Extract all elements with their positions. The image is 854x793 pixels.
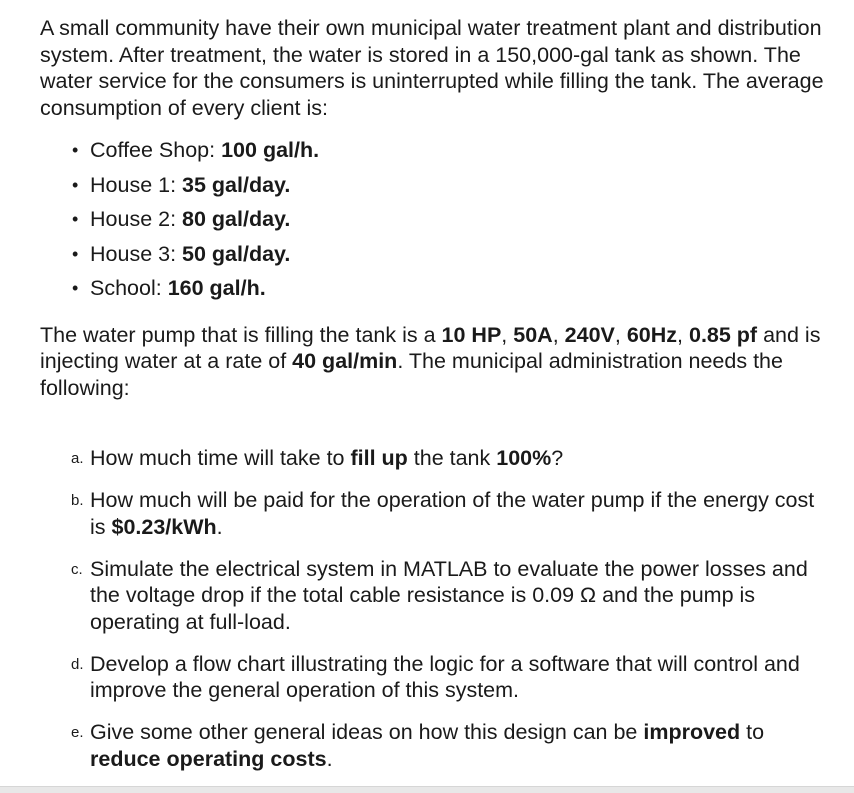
pump-separator: , [614,322,627,347]
consumer-label: House 3: [90,241,183,266]
task-text: to [740,720,765,744]
task-marker: b. [71,492,84,509]
pump-current: 50A [513,322,553,347]
list-item [66,202,830,237]
task-text: . [216,514,223,539]
task-text: Simulate the electrical system in MATLAB to evaluate the power losses and the voltage drop if the total cable resistance is 0.09 Ω and the pump is operating at full-load. [90,556,808,634]
task-list [40,445,830,772]
task-emphasis: 100% [496,446,552,470]
pump-flow-rate: 40 gal/min [292,349,398,373]
pump-separator: , [677,322,689,347]
pump-power-factor: 0.85 pf [688,322,758,347]
consumer-value: 160 gal/h. [167,276,266,300]
task-item-d [71,651,830,704]
consumer-label: School: [90,276,168,300]
task-emphasis: $0.23/kWh [111,514,217,539]
list-item [66,271,830,306]
task-text: Give some other general ideas on how this design can be [90,720,644,744]
task-emphasis: improved [643,720,741,744]
pump-horsepower: 10 HP [441,322,502,347]
task-marker: d. [71,655,84,673]
task-emphasis: fill up [350,446,408,470]
list-item [66,133,830,168]
pump-separator: , [501,322,514,347]
consumer-value: 35 gal/day. [182,172,291,197]
pump-text: and is injecting water at a rate of [40,322,821,373]
pump-separator: , [552,322,565,347]
task-emphasis: reduce operating costs [90,746,327,771]
task-text: Develop a flow chart illustrating the logic for a software that will control and improve the general operation of this system. [90,651,800,702]
list-item [66,237,830,272]
consumer-label: House 1: [90,172,183,197]
pump-text: . The municipal administration needs the following: [40,349,783,400]
pump-frequency: 60Hz [626,322,678,347]
pump-voltage: 240V [564,322,615,347]
task-marker: c. [71,560,83,578]
consumer-list [40,133,830,306]
task-text: How much time will take to [90,446,351,470]
task-item-a [71,445,830,472]
task-item-b [71,487,830,540]
task-item-c [71,556,830,636]
pump-text: The water pump that is filling the tank is a [40,322,442,347]
consumer-value: 80 gal/day. [182,207,291,231]
task-marker: e. [71,724,84,741]
task-text: ? [551,446,564,470]
consumer-label: Coffee Shop: [90,138,222,162]
task-text: the tank [407,446,497,470]
consumer-value: 100 gal/h. [221,138,320,162]
task-item-e [71,719,830,772]
pump-paragraph [40,322,830,402]
intro-paragraph: A small community have their own municipal water treatment plant and distribution system. After treatment, the water is stored in a 150,000-gal tank as shown. The water service for the consumers is uninterrupted while filling the tank. The average consumption of every client is: [40,16,824,120]
task-text: How much will be paid for the operation of the water pump if the energy cost is [90,488,815,539]
task-text: . [326,746,333,771]
consumer-label: House 2: [90,207,183,231]
problem-statement [40,15,830,788]
task-marker: a. [71,450,84,467]
list-item [66,168,830,203]
consumer-value: 50 gal/day. [182,241,291,266]
